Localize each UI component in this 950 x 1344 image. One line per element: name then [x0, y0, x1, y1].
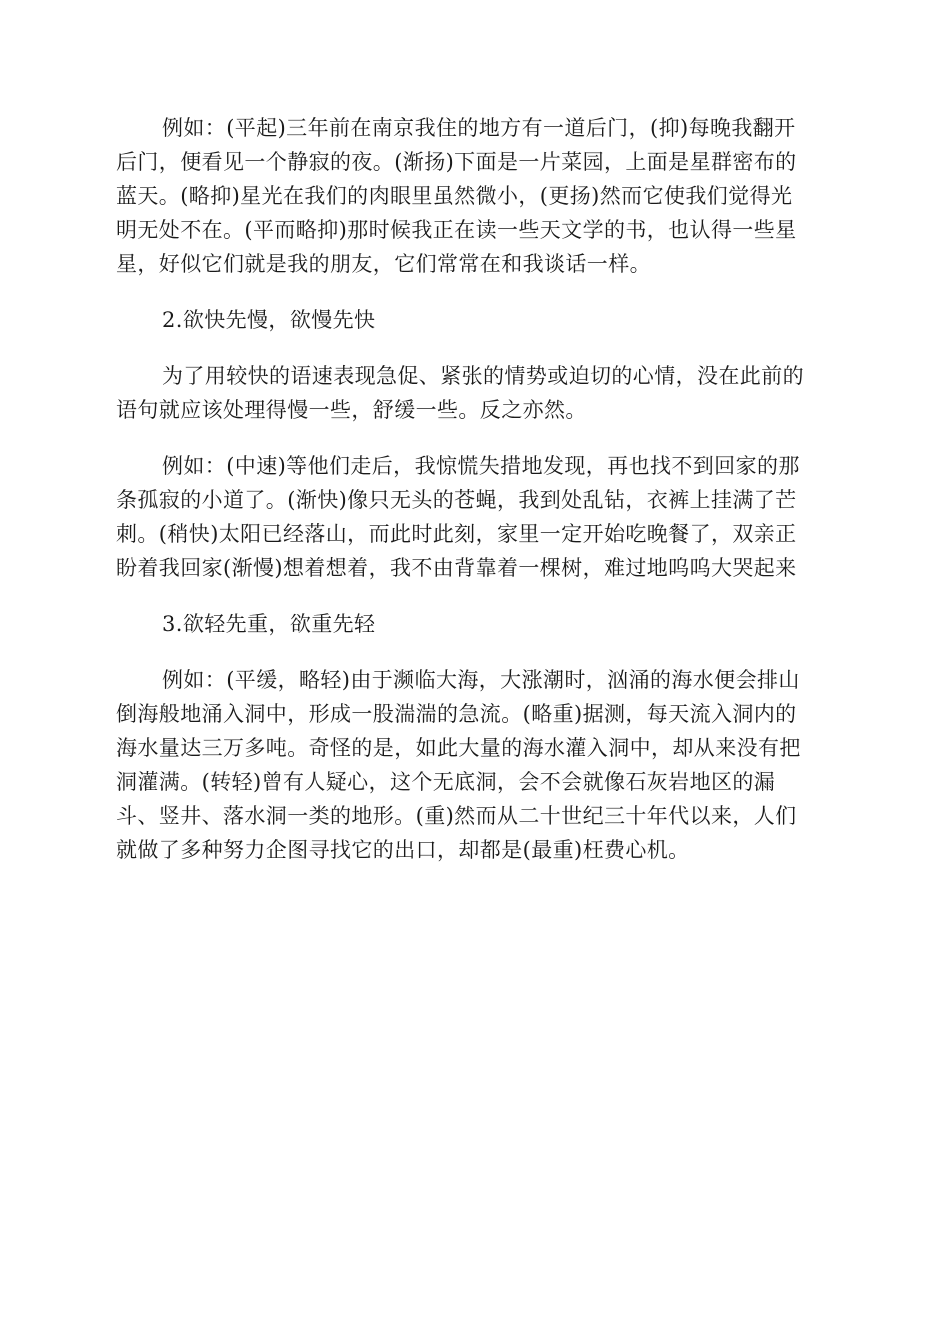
text-line: 例如：(中速)等他们走后，我惊慌失措地发现，再也找不到回家的那: [162, 454, 800, 478]
text-line: 盼着我回家(渐慢)想着想着，我不由背靠着一棵树，难过地呜呜大哭起来: [116, 556, 797, 580]
text-line: 刺。(稍快)太阳已经落山，而此时此刻，家里一定开始吃晚餐了，双亲正: [116, 522, 797, 546]
text-line: 例如：(平缓，略轻)由于濒临大海，大涨潮时，汹涌的海水便会排山: [162, 668, 800, 692]
text-line: 蓝天。(略抑)星光在我们的肉眼里虽然微小，(更扬)然而它使我们觉得光: [116, 184, 793, 208]
text-line: 条孤寂的小道了。(渐快)像只无头的苍蝇，我到处乱钻，衣裤上挂满了芒: [116, 488, 797, 512]
text-line: 倒海般地涌入洞中，形成一股湍湍的急流。(略重)据测，每天流入洞内的: [116, 702, 797, 726]
text-line: 海水量达三万多吨。奇怪的是，如此大量的海水灌入洞中，却从来没有把: [116, 736, 801, 760]
heading-text: 3.欲轻先重，欲重先轻: [162, 612, 376, 636]
section-heading-3: [116, 607, 836, 641]
explanation-paragraph: [116, 359, 836, 427]
example-paragraph-1: [116, 111, 836, 281]
document-page: [116, 111, 836, 867]
text-line: 为了用较快的语速表现急促、紧张的情势或迫切的心情，没在此前的: [162, 364, 804, 388]
text-line: 星，好似它们就是我的朋友，它们常常在和我谈话一样。: [116, 252, 651, 276]
text-line: 就做了多种努力企图寻找它的出口，却都是(最重)枉费心机。: [116, 838, 690, 862]
text-line: 明无处不在。(平而略抑)那时候我正在读一些天文学的书，也认得一些星: [116, 218, 797, 242]
text-line: 斗、竖井、落水洞一类的地形。(重)然而从二十世纪三十年代以来，人们: [116, 804, 797, 828]
text-line: 例如：(平起)三年前在南京我住的地方有一道后门，(抑)每晚我翻开: [162, 116, 796, 140]
section-heading-2: [116, 303, 836, 337]
text-line: 语句就应该处理得慢一些，舒缓一些。反之亦然。: [116, 398, 587, 422]
example-paragraph-2: [116, 449, 836, 585]
example-paragraph-3: [116, 663, 836, 867]
text-line: 洞灌满。(转轻)曾有人疑心，这个无底洞，会不会就像石灰岩地区的漏: [116, 770, 776, 794]
heading-text: 2.欲快先慢，欲慢先快: [162, 308, 376, 332]
text-line: 后门，便看见一个静寂的夜。(渐扬)下面是一片菜园，上面是星群密布的: [116, 150, 797, 174]
